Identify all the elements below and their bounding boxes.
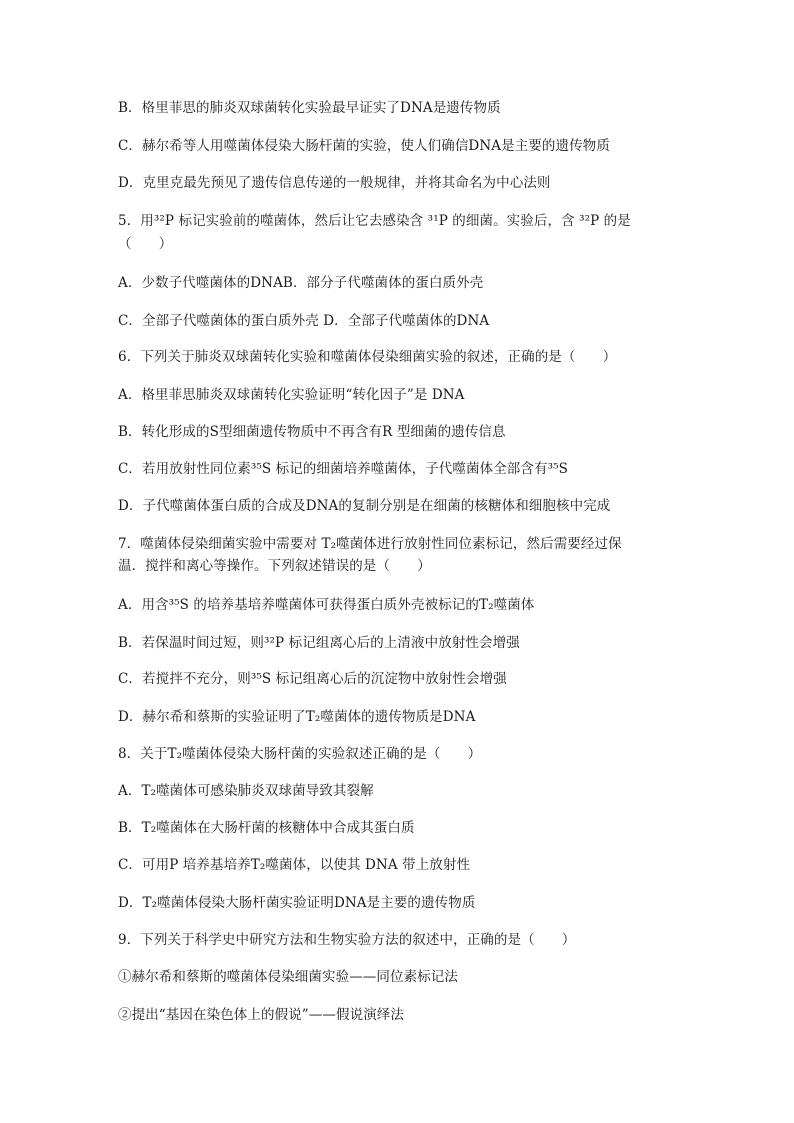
option-c-q4: C．赫尔希等人用噬菌体侵染大肠杆菌的实验，使人们确信DNA是主要的遗传物质: [118, 138, 610, 154]
question-7-stem-line-2: 温．搅拌和离心等操作。下列叙述错误的是（ ）: [118, 558, 431, 574]
question-5-stem: 5．用³²P 标记实验前的噬菌体，然后让它去感染含 ³¹P 的细菌。实验后，含 ³²P 的是: [118, 213, 631, 229]
option-b-q4: B．格里菲思的肺炎双球菌转化实验最早证实了DNA是遗传物质: [118, 100, 501, 116]
option-d-q8: D．T₂噬菌体侵染大肠杆菌实验证明DNA是主要的遗传物质: [118, 895, 476, 911]
option-a-q6: A．格里菲思肺炎双球菌转化实验证明“转化因子”是 DNA: [118, 387, 465, 403]
option-b-q8: B．T₂噬菌体在大肠杆菌的核糖体中合成其蛋白质: [118, 820, 415, 836]
option-ab-q5: A．少数子代噬菌体的DNAB．部分子代噬菌体的蛋白质外壳: [118, 275, 484, 291]
option-c-q7: C．若搅拌不充分，则³⁵S 标记组离心后的沉淀物中放射性会增强: [118, 671, 507, 687]
question-9-stem: 9．下列关于科学史中研究方法和生物实验方法的叙述中，正确的是（ ）: [118, 932, 576, 948]
question-9-item-1: ①赫尔希和蔡斯的噬菌体侵染细菌实验——同位素标记法: [118, 969, 458, 985]
option-b-q7: B．若保温时间过短，则³²P 标记组离心后的上清液中放射性会增强: [118, 635, 520, 651]
question-9-item-2: ②提出“基因在染色体上的假说”——假说演绎法: [118, 1007, 405, 1023]
question-5-answer-blank: （ ）: [118, 236, 173, 252]
option-c-q6: C．若用放射性同位素³⁵S 标记的细菌培养噬菌体，子代噬菌体全部含有³⁵S: [118, 461, 568, 477]
question-8-stem: 8．关于T₂噬菌体侵染大肠杆菌的实验叙述正确的是（ ）: [118, 746, 482, 762]
option-d-q6: D．子代噬菌体蛋白质的合成及DNA的复制分别是在细菌的核糖体和细胞核中完成: [118, 498, 611, 514]
option-cd-q5: C．全部子代噬菌体的蛋白质外壳 D．全部子代噬菌体的DNA: [118, 313, 490, 329]
question-6-stem: 6．下列关于肺炎双球菌转化实验和噬菌体侵染细菌实验的叙述，正确的是（ ）: [118, 349, 617, 365]
option-d-q7: D．赫尔希和蔡斯的实验证明了T₂噬菌体的遗传物质是DNA: [118, 709, 476, 725]
question-7-stem-line-1: 7．噬菌体侵染细菌实验中需要对 T₂噬菌体进行放射性同位素标记，然后需要经过保: [118, 536, 622, 552]
option-a-q7: A．用含³⁵S 的培养基培养噬菌体可获得蛋白质外壳被标记的T₂噬菌体: [118, 597, 535, 613]
option-b-q6: B．转化形成的S型细菌遗传物质中不再含有R 型细菌的遗传信息: [118, 424, 506, 440]
option-d-q4: D．克里克最先预见了遗传信息传递的一般规律，并将其命名为中心法则: [118, 175, 551, 191]
option-a-q8: A．T₂噬菌体可感染肺炎双球菌导致其裂解: [118, 783, 374, 799]
option-c-q8: C．可用P 培养基培养T₂噬菌体，以使其 DNA 带上放射性: [118, 857, 471, 873]
